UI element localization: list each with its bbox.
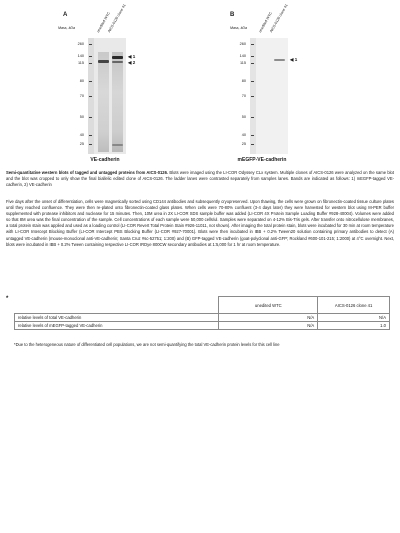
- ladder-band: [89, 56, 92, 57]
- ladder-band: [89, 135, 92, 136]
- ladder-label: 40: [79, 133, 84, 137]
- ladder-label: 40: [241, 133, 246, 137]
- table-header-cell: unedited WTC: [219, 297, 318, 314]
- ladder-band: [251, 135, 254, 136]
- table-header-row: [15, 297, 390, 314]
- arrow-2-label: 2: [132, 60, 136, 65]
- panel-b-mass-label: Mass, kDa: [230, 26, 247, 30]
- ladder-label: 115: [239, 61, 246, 65]
- table-cell: 1.0: [318, 322, 390, 330]
- arrow-1: ◀ 1: [290, 57, 298, 62]
- band-low: [112, 144, 123, 146]
- ladder-label: 25: [79, 142, 84, 146]
- panel-a-lane-2-label: AICS-0126 clone 41: [107, 3, 127, 34]
- band-mEGFP-ve-cadherin: [274, 59, 285, 61]
- ladder-label: 80: [79, 79, 84, 83]
- ladder-band: [89, 44, 92, 45]
- lane-1-smear: [98, 52, 109, 152]
- arrow-1: ◀ 1: [128, 54, 136, 59]
- arrow-1-label: 1: [294, 57, 298, 62]
- table-header-cell: AICS-0126 clone 41: [318, 297, 390, 314]
- ladder-label: 70: [79, 94, 84, 98]
- quantification-table: [14, 296, 390, 330]
- ladder-label: 50: [79, 115, 84, 119]
- ladder-label: 80: [241, 79, 246, 83]
- figure-description: [6, 170, 394, 188]
- description-title: Semi-quantitative western blots of tagged and untagged proteins from AICS-0126.: [6, 170, 169, 175]
- panel-a-lane-1-label: unedited WTC: [96, 11, 111, 34]
- ladder-band: [89, 96, 92, 97]
- table-cell: N/A: [219, 314, 318, 322]
- panel-b-lane-2-label: AICS-0126 clone 41: [269, 3, 289, 34]
- table-cell: N/A: [219, 322, 318, 330]
- band-ve-cadherin: [112, 61, 123, 63]
- table-row: [15, 314, 390, 322]
- ladder-band: [89, 144, 92, 145]
- panel-b-blot-area: [232, 38, 322, 156]
- panel-b-blot-image: [250, 38, 288, 154]
- table-marker: *: [6, 296, 9, 302]
- ladder-band: [251, 63, 254, 64]
- ladder-band: [251, 144, 254, 145]
- panel-b-letter: B: [230, 12, 235, 18]
- table-header-cell: [15, 297, 219, 314]
- arrow-2: ◀ 2: [128, 60, 136, 65]
- panel-a-letter: A: [63, 12, 68, 18]
- ladder-band: [251, 96, 254, 97]
- ladder-label: 260: [239, 42, 246, 46]
- ladder-band: [89, 63, 92, 64]
- methods-paragraph: Five days after the onset of differentiation, cells were magnetically sorted using CD144 antibodies and subsequently cryopreserved. Upon thawing, the cells were grown on fibronectin-coated tissue culture plates until they reached confluence. They were then re-plated onto fibronectin-coated glass plates. When cells were 70-80% confluent (3-4 days later) they were harvested for western blot using M-PER buffer supplemented with protease inhibitors and nuclease for 15 minutes. Then, 10M urea in 2X LI-COR SDS sample buffer was added (LI-COR 4X Protein Sample Loading Buffer #928-40004). Volumes were added so that 8M urea was the final concentration of the sample. Cell concentrations of each sample were 50,000 cells/ul. Samples were separated on 4-12% Bis-Tris gels. After transfer onto nitrocellulose membranes, a total protein stain was applied and used as a loading control (LI-COR Revert Total Protein Stain #926-11011, not shown). After imaging the total protein stain, blots were incubated for 30 min at room temperature with LI-COR Intercept Blocking Buffer (LI-COR Intercept PBS Blocking Buffer (LI-COR #927-70001). Blots were then incubated in IBB + 0.2% Tween20 solution containing primary antibodies to detect (A) untagged VE-cadherin (mouse-monoclonal anti-VE-cadherin; Santa Cruz #sc-52751; 1:200) and (B) GFP-tagged VE-cadherin (goat-polyclonal anti-GFP; Rockland #600-101-215; 1:2000) at 4°C overnight. Next, blots were incubated in IBB + 0.2% Tween containing respective LI-COR IRDye 800CW secondary antibodies at 1:5,000 for 1 hr at room temperature.: [6, 199, 394, 247]
- panel-a-blot-area: [70, 38, 160, 156]
- ladder-band: [89, 117, 92, 118]
- table-cell: relative levels of total VE-cadherin: [15, 314, 219, 322]
- ladder-label: 115: [77, 61, 84, 65]
- arrow-1-label: 1: [132, 54, 136, 59]
- description-text: Blots were imaged using the LI-COR Odyssey CLx system. Multiple clones of AICS-0126 were analyzed on the same blot and the blot was cropped to only show the final biallelic edited clone of AICS-0126. The ladder lanes were contrasted separately from samples lanes. Bands are indicated as follows: 1) mEGFP-tagged VE-cadherin, 2) VE-cadherin: [6, 170, 394, 188]
- ladder-band: [251, 44, 254, 45]
- ladder-label: 140: [77, 54, 84, 58]
- panel-a-caption: VE-cadherin: [90, 157, 120, 163]
- band-ve-cadherin: [98, 60, 109, 63]
- ladder-band: [251, 117, 254, 118]
- lane-2-smear: [112, 52, 123, 152]
- panel-a-blot-image: [88, 38, 126, 154]
- ladder-band: [89, 81, 92, 82]
- ladder-label: 50: [241, 115, 246, 119]
- ladder-label: 25: [241, 142, 246, 146]
- table-cell: relative levels of mEGFP-tagged VE-cadherin: [15, 322, 219, 330]
- ladder-label: 70: [241, 94, 246, 98]
- panel-b-lane-1-label: unedited WTC: [258, 11, 273, 34]
- panel-a-mass-label: Mass, kDa: [58, 26, 75, 30]
- band-mEGFP-ve-cadherin: [112, 56, 123, 59]
- table-cell: N/A: [318, 314, 390, 322]
- ladder-band: [251, 81, 254, 82]
- panel-b-caption: mEGFP-VE-cadherin: [237, 157, 287, 163]
- table-row: [15, 322, 390, 330]
- ladder-label: 140: [239, 54, 246, 58]
- ladder-band: [251, 56, 254, 57]
- table-footnote: *Due to the heterogeneous nature of differentiated cell populations, we are not semi-quantifying the total VE-cadherin protein levels for this cell line: [14, 342, 280, 347]
- ladder-label: 260: [77, 42, 84, 46]
